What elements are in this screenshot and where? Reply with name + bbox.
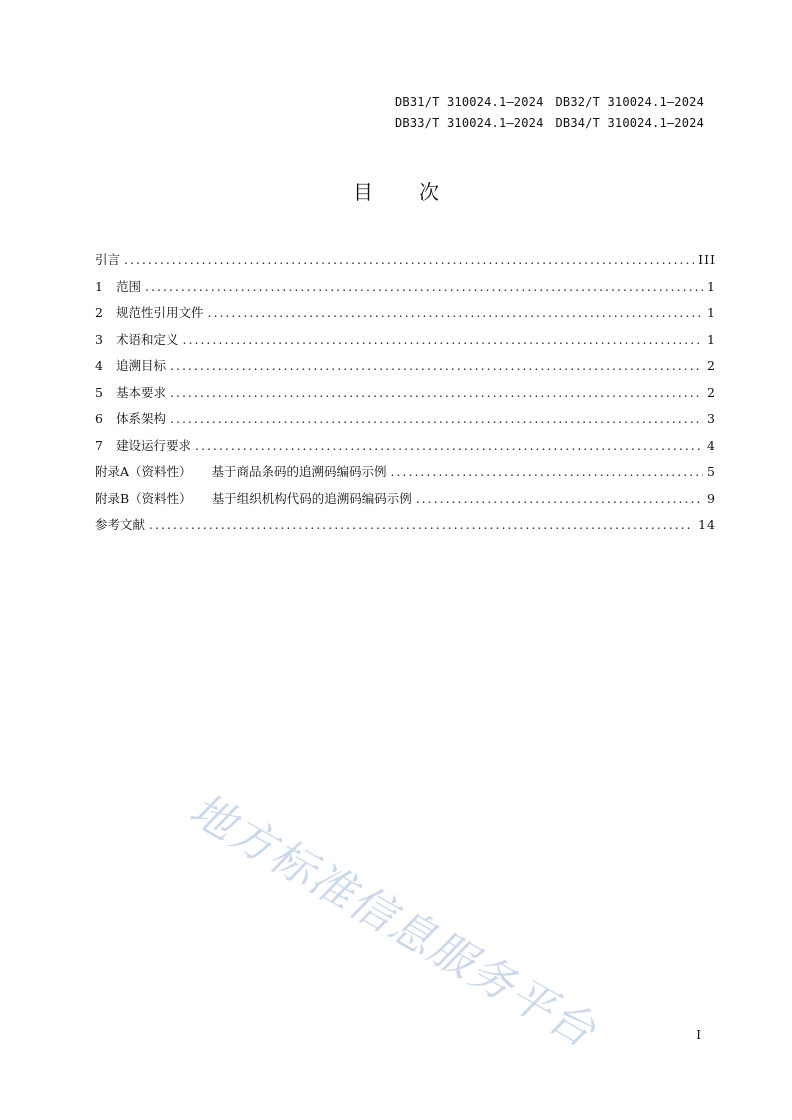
toc-entry-system-architecture[interactable] [95, 406, 716, 433]
toc-entry-page: 2 [707, 384, 716, 400]
appendix-title: 基于组织机构代码的追溯码编码示例 [211, 490, 412, 506]
toc-entry-page: 4 [707, 437, 716, 453]
appendix-title: 基于商品条码的追溯码编码示例 [211, 464, 387, 479]
appendix-tag: 附录B（资料性） [95, 490, 192, 506]
toc-entry-operation-requirements[interactable] [95, 433, 716, 460]
toc-entry-number: 3 [95, 331, 103, 347]
toc-entry-page: III [698, 252, 716, 267]
toc-entry-label: 规范性引用文件 [116, 305, 204, 320]
toc-entry-label: 参考文献 [95, 517, 146, 532]
toc-entry-number: 5 [95, 384, 103, 400]
toc-entry-page: 2 [707, 358, 716, 373]
toc-entry-label: 建设运行要求 [116, 437, 192, 453]
standard-numbers [395, 92, 704, 134]
standard-numbers-line-1 [395, 92, 704, 113]
toc-entry-introduction[interactable] [95, 247, 716, 274]
standard-number: DB32/T 310024.1—2024 [555, 95, 704, 109]
toc-entry-appendix-a[interactable] [95, 459, 716, 486]
standard-number: DB33/T 310024.1—2024 [395, 116, 544, 130]
toc-leader-dots [183, 327, 704, 354]
toc-leader-dots [170, 406, 703, 433]
toc-entry-appendix-b[interactable] [95, 486, 716, 513]
page-title [0, 178, 792, 206]
toc-entry-terms-definitions[interactable] [95, 327, 716, 354]
toc-leader-dots [416, 486, 703, 513]
standard-number: DB31/T 310024.1—2024 [395, 95, 544, 109]
toc-entry-page: 9 [707, 490, 716, 506]
toc-entry-number: 1 [95, 278, 103, 294]
toc-entry-bibliography[interactable] [95, 512, 716, 539]
toc-entry-label: 术语和定义 [116, 331, 179, 347]
toc-leader-dots [391, 459, 704, 486]
toc-entry-page: 1 [707, 305, 716, 320]
toc-entry-number: 2 [95, 305, 103, 320]
toc-entry-label: 基本要求 [116, 384, 167, 400]
toc-entry-page: 1 [707, 331, 716, 347]
toc-entry-scope[interactable] [95, 274, 716, 301]
page-title-char: 目 [353, 180, 373, 204]
toc-leader-dots [170, 380, 703, 407]
toc-entry-label: 引言 [95, 252, 121, 267]
table-of-contents [95, 247, 716, 539]
toc-entry-number: 7 [95, 437, 103, 453]
toc-entry-label: 范围 [116, 278, 142, 294]
toc-leader-dots [145, 274, 703, 301]
standard-number: DB34/T 310024.1—2024 [555, 116, 704, 130]
toc-leader-dots [149, 512, 694, 539]
toc-entry-basic-requirements[interactable] [95, 380, 716, 407]
toc-entry-label [95, 486, 412, 513]
page-number: I [696, 1028, 701, 1042]
toc-entry-label [95, 459, 387, 486]
toc-entry-label: 追溯目标 [116, 358, 167, 373]
toc-entry-number: 4 [95, 358, 103, 373]
toc-entry-label: 体系架构 [116, 411, 167, 426]
toc-entry-page: 14 [698, 517, 716, 532]
standard-numbers-line-2 [395, 113, 704, 134]
toc-entry-page: 3 [707, 411, 716, 426]
toc-leader-dots [195, 433, 703, 460]
toc-entry-page: 1 [707, 278, 716, 294]
toc-entry-traceability-goals[interactable] [95, 353, 716, 380]
watermark: 地方标准信息服务平台 [181, 783, 605, 1058]
page-title-char: 次 [419, 180, 439, 204]
toc-leader-dots [170, 353, 703, 380]
toc-entry-number: 6 [95, 411, 103, 426]
toc-entry-page: 5 [707, 464, 716, 479]
toc-entry-normative-references[interactable] [95, 300, 716, 327]
toc-leader-dots [124, 247, 694, 274]
appendix-tag: 附录A（资料性） [95, 464, 192, 479]
toc-leader-dots [208, 300, 704, 327]
